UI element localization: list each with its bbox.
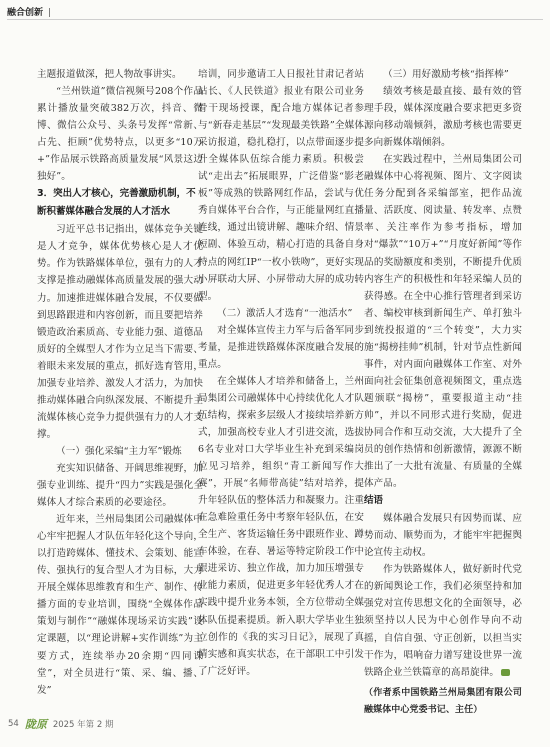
subheading: （一）强化采编“主力军”锻炼 xyxy=(56,445,182,457)
paragraph: 在实践过程中，兰州局集团公司融媒体中心将视频、图片、文字阅读任务分配到各采编部室，把作品流量、活跃度、阅读量、转发率、点赞率、关注率作为参考指标，增加对“爆款”“10万+”“月度好新闻”等作品的奖励额度和类别，不断提升优质内容生产的积极性和年轻采编人员的获得感。在全中心推行管理者到采访者、编校审核到新闻生产、单打独斗到统投报道的“三个转变”，大力实施“揭榜挂帅”机制，针对节点性新闻事件，对内面向融媒体工作室、对外面向社会征集创意视频图文，重点选题颁联“揭榜”，重要报道主动“挂帅”，并以不同形式进行奖励，促进协同合作和互动交流，大大提升了全员的创作热情和创新激情，源源不断推出了一大批有流量、有质量的全媒体产品。 xyxy=(364,154,522,490)
section-title: 融合创新 xyxy=(7,8,44,18)
paragraph: 媒体融合发展只有因势而谋、应势而动、顺势而为，才能牢牢把握舆论宣传主动权。 xyxy=(364,513,522,559)
paragraph-final xyxy=(364,561,522,680)
paragraph: 对全媒体宣传主力军与后备军同步考量，是推进铁路媒体深度融合发展的重点。 xyxy=(198,324,364,370)
page-number: 54 xyxy=(8,719,19,729)
paragraph: 培训，同步邀请工人日报社甘肃记者站站长、《人民铁道》报业有限公司业务骨干现场授课，配合地方媒体记者参与“新春走基层”“发现最美铁路”全媒体采访报道，稳扎稳打，以点带面逐步提升全媒体队伍综合能力素质。积极尝试“走出去”拓展眼界，广泛借鉴“影老板”等成熟的铁路网红作品，尝试与优秀自媒体平台合作，与正能量网红直播连线，通过出镜讲解、趣味介绍、情景短剧、体验互动，精心打造的具备自身特点的网红IP“一枚小铁吻”，更好实现小屏联动大屏、小屏带动大屏的成功转型。 xyxy=(198,69,364,302)
article-column-3 xyxy=(364,66,522,719)
paragraph: 近年来，兰州局集团公司融媒体中心牢牢把握人才队伍年轻化这个导向，以打造跨媒体、懂技术、会策划、能宣传、强执行的复合型人才为目标，大力开展全媒体思维教育和生产、制作、传播方面的专业培训，围绕“全媒体作品策划与制作”“融媒体现场采访实践”设定课题，以“理论讲解+实作训练”为主要方式，连续举办20余期“四同课堂”，对全员进行“策、采、编、播、发” xyxy=(37,514,203,696)
paragraph: 充实知识储备、开阔思维视野，加强专业训练、提升“四力”实践是强化全媒体人才综合素质的必要途径。 xyxy=(37,462,203,509)
end-mark-icon xyxy=(501,669,510,676)
article-column-1 xyxy=(37,66,203,699)
page-footer xyxy=(8,716,113,732)
paragraph: 主题报道做深，把人物故事讲实。 xyxy=(37,69,182,80)
magazine-logo: 陇原 xyxy=(24,718,47,731)
paragraph: 绩效考核是最直接、最有效的管理手段，媒体深度融合要求把更多资源向移动端倾斜，激励考核也需要更多向新媒体端倾斜。 xyxy=(364,86,522,149)
article-column-2 xyxy=(198,66,364,680)
author-byline: （作者系中国铁路兰州局集团有限公司融媒体中心党委书记、主任） xyxy=(364,687,522,715)
conclusion-heading: 结语 xyxy=(364,495,384,507)
paragraph-text: 作为铁路媒体人，做好新时代党的新闻舆论工作，我们必须坚持和加强党对宣传思想文化的全面领导，必须坚持以人民为中心创作导向不动摇，自信自强、守正创新，以担当实干作为，唱响奋力谱写建设世界一流铁路企业兰铁篇章的高昂旋律。 xyxy=(364,564,522,678)
header-separator: | xyxy=(48,8,52,18)
subheading: （三）用好激励考核“指挥棒” xyxy=(383,69,509,80)
issue-label: 2025 年第 2 期 xyxy=(52,720,114,730)
subheading: （二）激活人才选育“一池活水” xyxy=(217,307,353,319)
header-divider xyxy=(7,19,543,20)
paragraph: 习近平总书记指出，媒体竞争关键是人才竞争，媒体优势核心是人才优势。作为铁路媒体单位，强有力的人才支撑是推动融媒体高质量发展的强大动力。加速推进媒体融合发展，不仅要做到思路跟进和内容创新，而且要把培养锻造政治素质高、专业能力强、道德品质好的全媒型人才作为立足当下需要、着眼未来发展的重点，抓好选育管用，加强专业培养、激发人才活力，为加快推动媒体融合向纵深发展、不断提升主流媒体核心竞争力提供强有力的人才支撑。 xyxy=(37,224,203,440)
page-header xyxy=(7,5,51,18)
section-heading: 3．突出人才核心，完善激励机制，不断积蓄媒体融合发展的人才活水 xyxy=(37,188,196,218)
paragraph: 在全媒体人才培养和储备上，兰州局集团公司融媒体中心持续优化人才队伍结构，探索多层级人才接续培养新方式，加强高校专业人才引进交流，选拔6名专业对口大学毕业生补充到采编岗位见习培养，组织“青工新闻写作大赛”，开展“名师带高徒”结对培养，提升年轻队伍的整体活力和凝聚力。注重在急难险重任务中考察年轻队伍，在安全生产、客货运输任务中跟班作业、蹲车体验，在春、暑运等特定阶段工作中跟进采访、独立作战，加力加压增强专业能力素质，促进更多年轻优秀人才在实践中提升业务本领，全方位带动全媒体队伍提素提质。新入职大学毕业生独立创作的《我的实习日记》，展现了真情实感和真实状态，在干部职工中引发了广泛好评。 xyxy=(198,375,364,677)
paragraph: “兰州铁道”微信视频号208个作品累计播放量突破382万次，抖音、微博、微信公众号、头条号发挥“常新、占先、拒顾”优势特点，以更多“10万+”作品展示铁路高质量发展“风景这边独好”。 xyxy=(37,86,203,183)
